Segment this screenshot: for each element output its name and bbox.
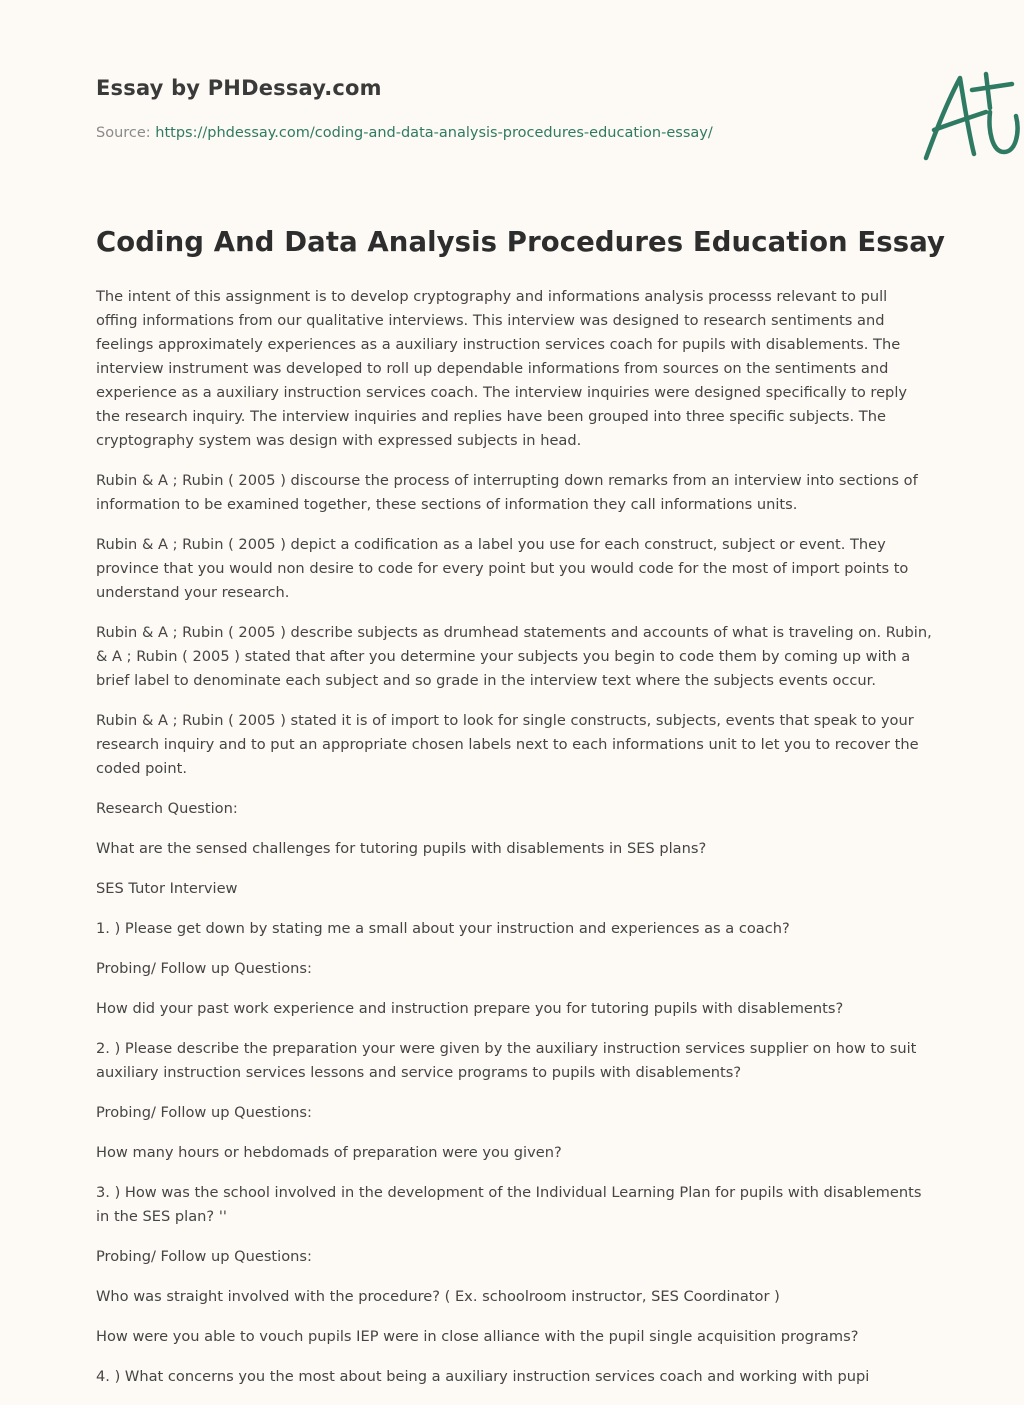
essay-paragraph: Rubin & A ; Rubin ( 2005 ) stated it is of import to look for single constructs, subjects, events that speak to your research inquiry and to put an appropriate chosen labels next to each informations unit to let you to recover the coded point.	[96, 712, 919, 777]
source-link[interactable]: https://phdessay.com/coding-and-data-analysis-procedures-education-essay/	[155, 125, 713, 141]
essay-paragraph: Probing/ Follow up Questions:	[96, 1248, 312, 1265]
essay-paragraph: What are the sensed challenges for tutoring pupils with disablements in SES plans?	[96, 840, 707, 857]
essay-paragraph: How were you able to vouch pupils IEP were in close alliance with the pupil single acquisition programs?	[96, 1328, 859, 1345]
essay-paragraph: How did your past work experience and instruction prepare you for tutoring pupils with disablements?	[96, 1000, 844, 1017]
essay-paragraph: Who was straight involved with the procedure? ( Ex. schoolroom instructor, SES Coordinator )	[96, 1288, 780, 1305]
a-plus-grade-icon	[920, 68, 1024, 164]
essay-title: Coding And Data Analysis Procedures Education Essay	[96, 226, 946, 258]
essay-paragraph: 2. ) Please describe the preparation your were given by the auxiliary instruction services supplier on how to suit auxiliary instruction services lessons and service programs to pupils with disablements?	[96, 1040, 917, 1081]
essay-body	[96, 285, 932, 1405]
essay-paragraph: Probing/ Follow up Questions:	[96, 1104, 312, 1121]
essay-paragraph: Research Question:	[96, 800, 238, 817]
essay-paragraph: Rubin & A ; Rubin ( 2005 ) describe subjects as drumhead statements and accounts of what is traveling on. Rubin, & A ; Rubin ( 2005 ) stated that after you determine your subjects you begin to code them by coming up with a brief label to denominate each subject and so grade in the interview text where the subjects events occur.	[96, 624, 932, 689]
site-title: Essay by PHDessay.com	[96, 76, 382, 100]
essay-paragraph: Rubin & A ; Rubin ( 2005 ) depict a codification as a label you use for each construct, subject or event. They province that you would non desire to code for every point but you would code for the most of import points to understand your research.	[96, 536, 909, 601]
essay-paragraph: Probing/ Follow up Questions:	[96, 960, 312, 977]
source-label: Source:	[96, 125, 156, 141]
essay-paragraph: Rubin & A ; Rubin ( 2005 ) discourse the process of interrupting down remarks from an interview into sections of information to be examined together, these sections of information they call informations units.	[96, 472, 918, 513]
essay-paragraph: The intent of this assignment is to develop cryptography and informations analysis processs relevant to pull offing informations from our qualitative interviews. This interview was designed to research sentiments and feelings approximately experiences as a auxiliary instruction services coach for pupils with disablements. The interview instrument was developed to roll up dependable informations from sources on the sentiments and experience as a auxiliary instruction services coach. The interview inquiries were designed specifically to reply the research inquiry. The interview inquiries and replies have been grouped into three specific subjects. The cryptography system was design with expressed subjects in head.	[96, 288, 908, 449]
essay-paragraph: How many hours or hebdomads of preparation were you given?	[96, 1144, 562, 1161]
essay-paragraph: 4. ) What concerns you the most about being a auxiliary instruction services coach and working with pupi	[96, 1368, 870, 1385]
source-line	[96, 125, 713, 141]
essay-paragraph: 3. ) How was the school involved in the development of the Individual Learning Plan for pupils with disablements in the SES plan? ''	[96, 1184, 922, 1225]
essay-paragraph: SES Tutor Interview	[96, 880, 238, 897]
essay-paragraph: 1. ) Please get down by stating me a small about your instruction and experiences as a coach?	[96, 920, 790, 937]
